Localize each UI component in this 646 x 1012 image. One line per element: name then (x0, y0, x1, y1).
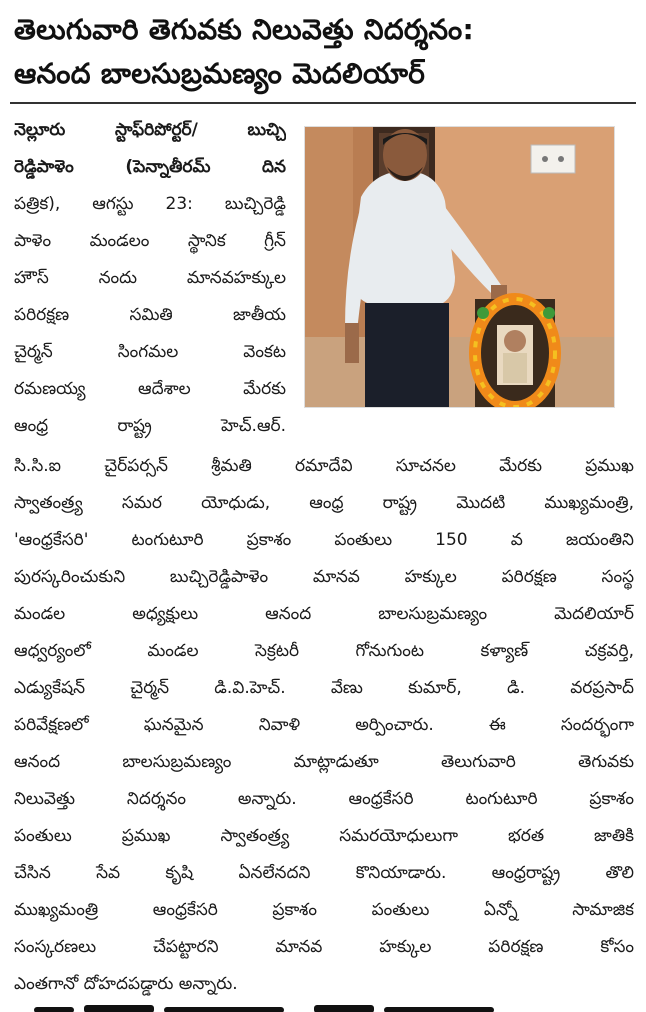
article-line: మండల అధ్యక్షులు ఆనంద బాలసుబ్రమణ్యం మెదలియార్ (14, 604, 634, 624)
article-body (14, 112, 634, 998)
article-line: ఆధ్వర్యంలో మండల సెక్రటరీ గోనుగుంట కళ్యాణ్ చక్రవర్తి, (14, 641, 634, 661)
article-line: స్వాతంత్ర్య సమర యోధుడు, ఆంధ్ర రాష్ట్ర మొదటి ముఖ్యమంత్రి, (14, 493, 634, 513)
article-line: నెల్లూరు స్టాఫ్‌రిపోర్టర్/ బుచ్చి (14, 120, 286, 140)
article-line: ఎంతగానో దోహదపడ్డారు అన్నారు. (14, 974, 238, 994)
article-line: పురస్కరించుకుని బుచ్చిరెడ్డిపాళెం మానవ హక్కుల పరిరక్షణ సంస్థ (14, 567, 634, 587)
article-line: సంస్కరణలు చేపట్టారని మానవ హక్కుల పరిరక్షణ కోసం (14, 937, 634, 957)
article-line: పంతులు ప్రముఖ స్వాతంత్ర్య సమరయోధులుగా భరత జాతికి (14, 826, 634, 846)
cutoff-glyphs (14, 999, 634, 1012)
article-line: పాళెం మండలం స్థానిక గ్రీన్ (14, 231, 286, 251)
article-line: రెడ్డిపాళెం (పెన్నాతీరమ్ దిన (14, 157, 286, 177)
headline-line-1: తెలుగువారి తెగువకు నిలువెత్తు నిదర్శనం: (14, 13, 474, 46)
article-line: ముఖ్యమంత్రి ఆంధ్రకేసరి ప్రకాశం పంతులు ఏన్నో సామాజిక (14, 900, 634, 920)
article-line: సి.సి.ఐ చైర్‌పర్సన్ శ్రీమతి రమాదేవి సూచనల మేరకు ప్రముఖ (14, 456, 634, 476)
article-line: ఆనంద బాలసుబ్రమణ్యం మాట్లాడుతూ తెలుగువారి తెగువకు (14, 752, 634, 772)
article-line: ఆంధ్ర రాష్ట్ర హెచ్.ఆర్. (14, 416, 286, 436)
article-line: పరిరక్షణ సమితి జాతీయ (14, 305, 286, 325)
next-headline-cutoff (14, 998, 634, 1012)
article-line: రమణయ్య ఆదేశాల మేరకు (14, 379, 286, 399)
headline (14, 8, 634, 96)
article-line: హౌస్ నందు మానవహక్కుల (14, 268, 286, 288)
headline-line-2: ఆనంద బాలసుబ్రమణ్యం మెదలియార్ (14, 57, 426, 90)
article-line: పత్రిక), ఆగస్టు 23: బుచ్చిరెడ్డి (14, 194, 286, 214)
article-line: ఎడ్యుకేషన్ చైర్మన్ డి.వి.హెచ్. వేణు కుమార్, డి. వరప్రసాద్ (14, 678, 634, 698)
article-line: నిలువెత్తు నిదర్శనం అన్నారు. ఆంధ్రకేసరి టంగుటూరి ప్రకాశం (14, 789, 634, 809)
article-line: చేసిన సేవ కృషి ఏనలేనదని కొనియాడారు. ఆంధ్రరాష్ట్ర తొలి (14, 863, 634, 883)
article-line: 'ఆంధ్రకేసరి' టంగుటూరి ప్రకాశం పంతులు 150 వ జయంతిని (14, 530, 634, 550)
headline-divider (10, 102, 636, 104)
article-line: పరివేక్షణలో ఘనమైన నివాళి అర్పించారు. ఈ సందర్భంగా (14, 715, 634, 735)
article-line: చైర్మన్ సింగమల వెంకట (14, 342, 286, 362)
